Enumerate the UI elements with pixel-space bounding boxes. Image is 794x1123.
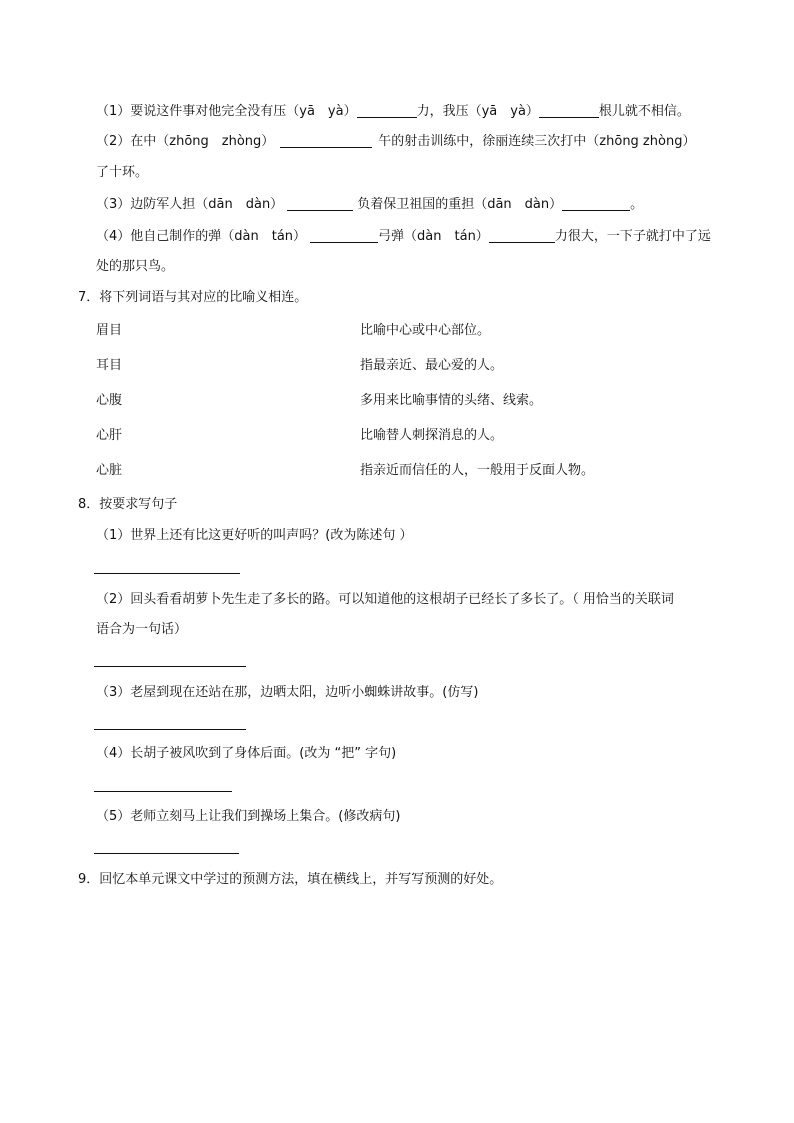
answer-blank[interactable] xyxy=(489,228,555,243)
answer-blank[interactable] xyxy=(562,196,630,211)
answer-blank[interactable] xyxy=(280,133,372,148)
q6-text: （1）要说这件事对他完全没有压（yā yà） xyxy=(96,104,357,119)
answer-blank[interactable] xyxy=(539,103,599,118)
q6-line-2 xyxy=(96,132,695,152)
q6-text: 力，我压（yā yà） xyxy=(416,104,539,119)
q6-line-4 xyxy=(96,195,643,215)
answer-blank[interactable] xyxy=(310,228,378,243)
q8-sentence-2a: （2）回头看看胡萝卜先生走了多长的路。可以知道他的这根胡子已经长了多长了。（ 用恰当的关联词 xyxy=(96,592,674,607)
q6-text: 根儿就不相信。 xyxy=(598,104,690,119)
word-3[interactable]: 心腹 xyxy=(96,393,123,408)
meaning-1[interactable]: 比喻中心或中心部位。 xyxy=(360,323,491,338)
meaning-2[interactable]: 指最亲近、最心爱的人。 xyxy=(360,358,504,373)
q6-text: 午的射击训练中，徐丽连续三次打中（zhōng zhòng） xyxy=(378,134,696,149)
q6-text: 。 xyxy=(630,197,644,212)
q7-title: 7．将下列词语与其对应的比喻义相连。 xyxy=(78,290,308,305)
answer-blank[interactable] xyxy=(357,103,417,118)
meaning-5[interactable]: 指亲近而信任的人，一般用于反面人物。 xyxy=(360,463,595,478)
answer-line-1[interactable] xyxy=(94,573,240,574)
q6-line-3 xyxy=(96,163,148,183)
meaning-4[interactable]: 比喻替人刺探消息的人。 xyxy=(360,428,504,443)
q8-sentence-5: （5）老师立刻马上让我们到操场上集合。(修改病句) xyxy=(96,809,401,824)
q6-text: （3）边防军人担（dān dàn） xyxy=(96,197,284,212)
answer-line-4[interactable] xyxy=(94,791,232,792)
word-4[interactable]: 心肝 xyxy=(96,428,123,443)
word-5[interactable]: 心脏 xyxy=(96,463,123,478)
word-2[interactable]: 耳目 xyxy=(96,358,123,373)
answer-blank[interactable] xyxy=(287,196,353,211)
q6-text: 力很大，一下子就打中了远 xyxy=(554,229,711,244)
answer-line-5[interactable] xyxy=(94,853,239,854)
word-1[interactable]: 眉目 xyxy=(96,323,123,338)
q8-sentence-1: （1）世界上还有比这更好听的叫声吗？(改为陈述句 ） xyxy=(96,528,413,543)
q6-text: （2）在中（zhōng zhòng） xyxy=(96,134,275,149)
q8-title: 8．按要求写句子 xyxy=(78,497,178,512)
q6-text: 弓弹（dàn tán） xyxy=(378,229,489,244)
q8-sentence-3: （3）老屋到现在还站在那，边晒太阳，边听小蜘蛛讲故事。(仿写) xyxy=(96,685,479,700)
q8-sentence-4: （4）长胡子被风吹到了身体后面。(改为 “把” 字句) xyxy=(96,746,397,761)
q6-line-6 xyxy=(96,257,174,277)
q6-text: （4）他自己制作的弹（dàn tán） xyxy=(96,229,307,244)
q6-text: 负着保卫祖国的重担（dān dàn） xyxy=(357,197,563,212)
q6-text: 处的那只鸟。 xyxy=(96,259,175,274)
q6-text: 了十环。 xyxy=(96,165,149,180)
answer-line-3[interactable] xyxy=(94,729,246,730)
q6-line-5 xyxy=(96,227,711,247)
q6-line-1 xyxy=(96,102,690,122)
q8-sentence-2b: 语合为一句话） xyxy=(96,622,188,637)
meaning-3[interactable]: 多用来比喻事情的头绪、线索。 xyxy=(360,393,543,408)
answer-line-2[interactable] xyxy=(94,666,246,667)
q9-title: 9．回忆本单元课文中学过的预测方法，填在横线上，并写写预测的好处。 xyxy=(78,872,503,887)
